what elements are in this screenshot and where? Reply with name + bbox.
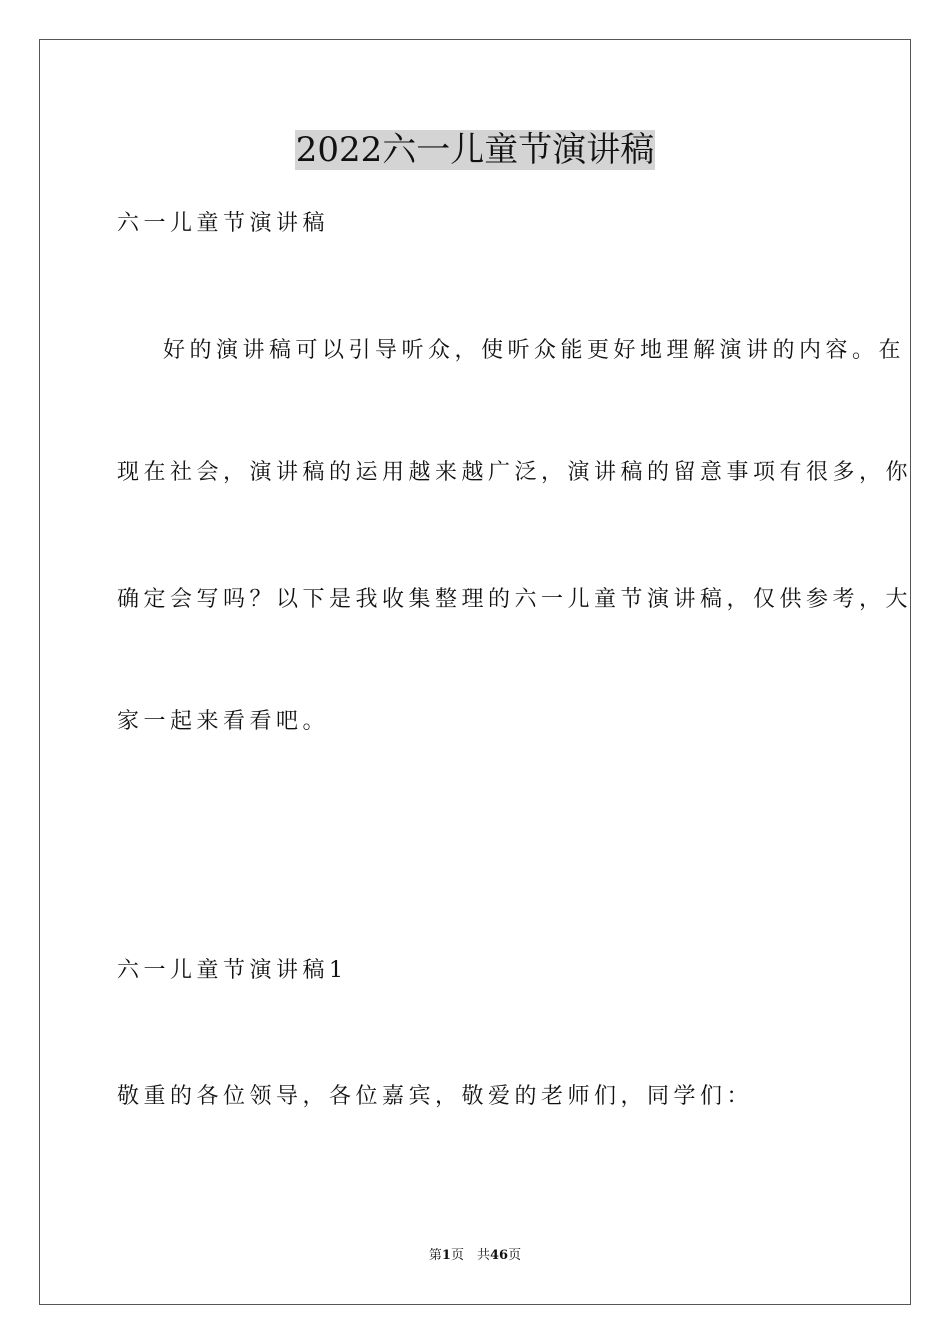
section-heading: 六一儿童节演讲稿1 [117, 958, 348, 983]
document-title [0, 128, 950, 172]
footer-page-total: 46 [489, 1248, 509, 1263]
footer-page-suffix: 页 [508, 1248, 522, 1263]
footer-page-prefix: 第 [428, 1248, 442, 1263]
intro-line-3: 确定会写吗？以下是我收集整理的六一儿童节演讲稿，仅供参考，大 [117, 587, 913, 612]
footer-page-current: 1 [441, 1248, 451, 1263]
intro-line-4: 家一起来看看吧。 [117, 709, 330, 734]
document-title-text: 2022六一儿童节演讲稿 [295, 130, 655, 170]
intro-line-1: 好的演讲稿可以引导听众，使听众能更好地理解演讲的内容。在 [163, 338, 906, 363]
salutation-line: 敬重的各位领导，各位嘉宾，敬爱的老师们，同学们： [117, 1084, 754, 1109]
document-subtitle: 六一儿童节演讲稿 [117, 211, 330, 236]
footer-page-mid: 页 共 [450, 1248, 490, 1263]
page-footer [0, 1247, 950, 1265]
intro-line-2: 现在社会，演讲稿的运用越来越广泛，演讲稿的留意事项有很多，你 [117, 460, 913, 485]
